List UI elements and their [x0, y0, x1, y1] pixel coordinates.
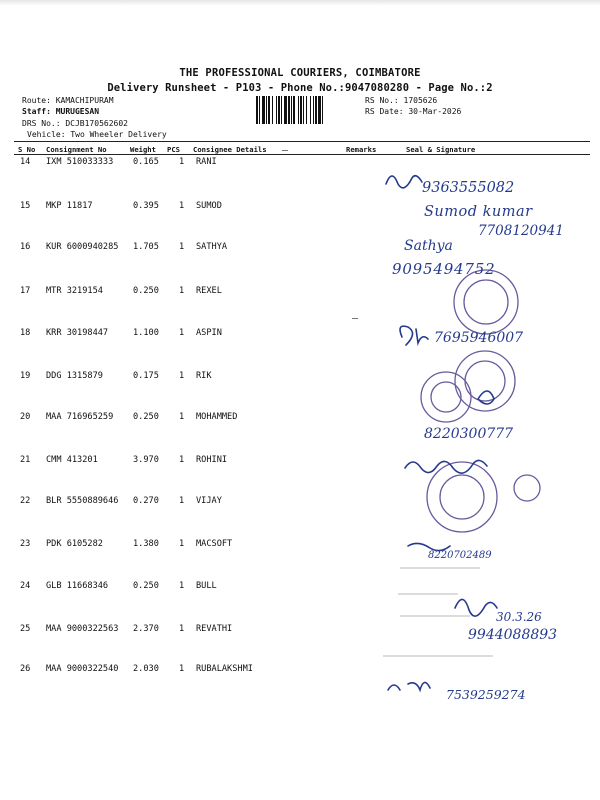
row-consignment-no: KUR 6000940285 — [46, 242, 119, 252]
row-pcs: 1 — [179, 371, 185, 381]
pen-mark — [352, 318, 358, 319]
row-consignment-no: CMM 413201 — [46, 455, 98, 465]
row-pcs: 1 — [179, 455, 185, 465]
table-row — [0, 371, 600, 391]
row-consignee-name: RUBALAKSHMI — [196, 664, 253, 674]
row-consignment-no: GLB 11668346 — [46, 581, 109, 591]
row-consignee-name: REVATHI — [196, 624, 233, 634]
row-sno: 15 — [20, 201, 31, 211]
row-sno: 16 — [20, 242, 31, 252]
table-row — [0, 455, 600, 475]
table-row — [0, 539, 600, 559]
handwritten-name-16: Sathya — [404, 238, 453, 254]
row-pcs: 1 — [179, 539, 185, 549]
row-consignee-name: MOHAMMED — [196, 412, 238, 422]
row-sno: 26 — [20, 664, 31, 674]
row-weight: 0.165 — [133, 157, 159, 167]
signature-24 — [455, 599, 497, 616]
row-sno: 18 — [20, 328, 31, 338]
row-sno: 14 — [20, 157, 31, 167]
col-sno: S No — [18, 145, 36, 154]
handwritten-phone-18: 7695946007 — [434, 330, 524, 346]
row-sno: 21 — [20, 455, 31, 465]
row-pcs: 1 — [179, 664, 185, 674]
col-consignee: Consignee Details — [193, 145, 267, 154]
header-rule-top — [14, 141, 590, 142]
row-weight: 0.250 — [133, 286, 159, 296]
table-row — [0, 242, 600, 262]
handwritten-date-25: 30.3.26 — [496, 610, 542, 624]
row-weight: 0.270 — [133, 496, 159, 506]
table-row — [0, 581, 600, 601]
col-consignment: Consignment No — [46, 145, 107, 154]
row-consignment-no: DDG 1315879 — [46, 371, 103, 381]
header-rule-bottom — [14, 154, 590, 155]
table-row — [0, 412, 600, 432]
row-weight: 0.175 — [133, 371, 159, 381]
row-consignment-no: MTR 3219154 — [46, 286, 103, 296]
row-pcs: 1 — [179, 201, 185, 211]
pen-mark — [282, 150, 288, 151]
row-consignee-name: MACSOFT — [196, 539, 233, 549]
row-pcs: 1 — [179, 242, 185, 252]
col-pcs: PCS — [167, 145, 180, 154]
table-row — [0, 496, 600, 516]
row-weight: 1.100 — [133, 328, 159, 338]
row-weight: 1.705 — [133, 242, 159, 252]
row-consignee-name: ASPIN — [196, 328, 222, 338]
col-remarks: Remarks — [346, 145, 377, 154]
row-consignment-no: MAA 9000322540 — [46, 664, 119, 674]
row-pcs: 1 — [179, 496, 185, 506]
row-consignee-name: BULL — [196, 581, 217, 591]
handwritten-phone-15: 7708120941 — [478, 223, 564, 239]
row-consignment-no: BLR 5550889646 — [46, 496, 119, 506]
handwritten-phone-14: 9363555082 — [422, 180, 515, 196]
row-pcs: 1 — [179, 412, 185, 422]
table-row — [0, 664, 600, 684]
row-sno: 19 — [20, 371, 31, 381]
handwritten-phone-26: 7539259274 — [446, 687, 526, 702]
row-pcs: 1 — [179, 624, 185, 634]
rs-date: RS Date: 30-Mar-2026 — [365, 107, 462, 116]
scan-edge — [0, 0, 600, 6]
table-row — [0, 201, 600, 221]
row-weight: 2.030 — [133, 664, 159, 674]
row-weight: 0.395 — [133, 201, 159, 211]
row-consignment-no: KRR 30198447 — [46, 328, 109, 338]
rs-number: RS No.: 1705626 — [365, 96, 438, 105]
table-row — [0, 624, 600, 644]
handwritten-phone-25: 9944088893 — [468, 627, 558, 643]
row-consignment-no: MAA 9000322563 — [46, 624, 119, 634]
row-sno: 17 — [20, 286, 31, 296]
row-consignee-name: VIJAY — [196, 496, 222, 506]
col-weight: Weight — [130, 145, 156, 154]
staff-text: Staff: MURUGESAN — [22, 107, 100, 116]
row-consignee-name: RANI — [196, 157, 217, 167]
runsheet-subtitle: Delivery Runsheet - P103 - Phone No.:9047080280 - Page No.:2 — [107, 82, 493, 94]
row-sno: 22 — [20, 496, 31, 506]
row-pcs: 1 — [179, 328, 185, 338]
handwritten-phone-23: 8220702489 — [428, 550, 492, 561]
drs-number: DRS No.: DCJB170562602 — [22, 119, 128, 128]
route-text: Route: KAMACHIPURAM — [22, 96, 114, 105]
signature-14 — [386, 176, 422, 188]
row-weight: 1.380 — [133, 539, 159, 549]
row-consignment-no: MAA 716965259 — [46, 412, 114, 422]
row-consignee-name: ROHINI — [196, 455, 228, 465]
handwritten-phone-20: 8220300777 — [424, 426, 514, 442]
row-consignment-no: MKP 11817 — [46, 201, 93, 211]
row-weight: 0.250 — [133, 581, 159, 591]
table-row — [0, 286, 600, 306]
col-seal-signature: Seal & Signature — [406, 145, 476, 154]
table-row — [0, 328, 600, 348]
row-consignee-name: SATHYA — [196, 242, 228, 252]
row-sno: 23 — [20, 539, 31, 549]
row-pcs: 1 — [179, 581, 185, 591]
row-weight: 3.970 — [133, 455, 159, 465]
company-title: THE PROFESSIONAL COURIERS, COIMBATORE — [179, 67, 421, 79]
vehicle-text: Vehicle: Two Wheeler Delivery — [27, 130, 167, 139]
row-sno: 20 — [20, 412, 31, 422]
row-sno: 25 — [20, 624, 31, 634]
row-pcs: 1 — [179, 286, 185, 296]
table-row — [0, 157, 600, 177]
handwritten-name-15: Sumod kumar — [424, 204, 533, 220]
row-consignee-name: REXEL — [196, 286, 222, 296]
row-consignee-name: RIK — [196, 371, 212, 381]
row-consignment-no: IXM 510033333 — [46, 157, 114, 167]
row-consignment-no: PDK 6105282 — [46, 539, 103, 549]
row-weight: 0.250 — [133, 412, 159, 422]
row-consignee-name: SUMOD — [196, 201, 222, 211]
row-sno: 24 — [20, 581, 31, 591]
handwritten-phone-16: 9095494752 — [392, 260, 496, 278]
row-pcs: 1 — [179, 157, 185, 167]
barcode — [256, 96, 362, 124]
row-weight: 2.370 — [133, 624, 159, 634]
